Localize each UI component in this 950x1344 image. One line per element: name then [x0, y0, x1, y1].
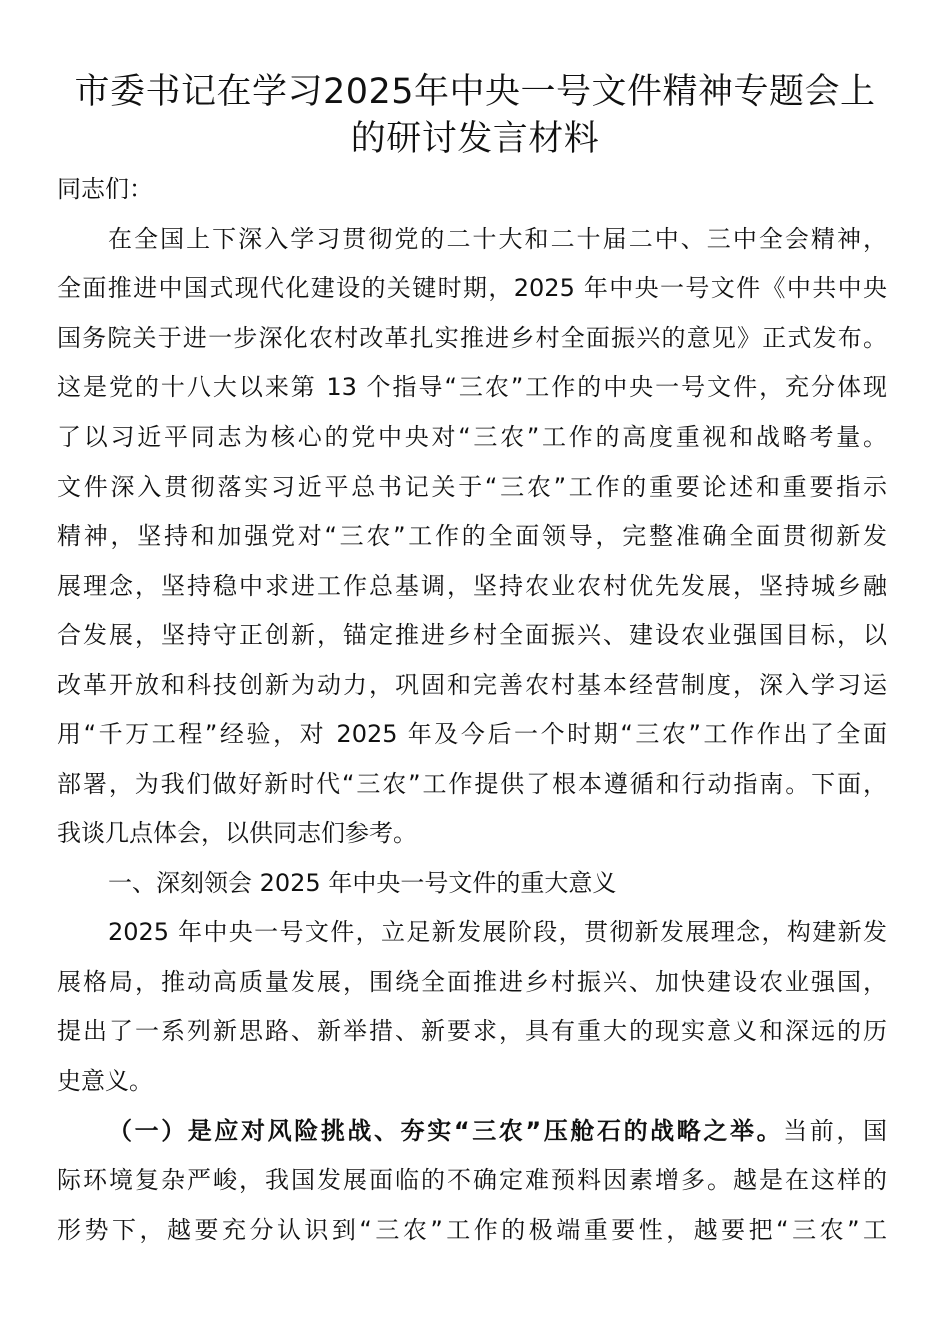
paragraph-line: 2025 年中央一号文件，立足新发展阶段，贯彻新发展理念，构建新发: [108, 918, 887, 946]
paragraph-line: 改革开放和科技创新为动力，巩固和完善农村基本经营制度，深入学习运: [57, 671, 887, 699]
paragraph-line: 我谈几点体会，以供同志们参考。: [57, 819, 417, 847]
paragraph-line: 史意义。: [57, 1067, 153, 1095]
paragraph-continuation: 当前，国: [783, 1117, 888, 1145]
paragraph-line: 文件深入贯彻落实习近平总书记关于“三农”工作的重要论述和重要指示: [57, 473, 887, 501]
paragraph-line: 合发展，坚持守正创新，锚定推进乡村全面振兴、建设农业强国目标，以: [57, 621, 887, 649]
paragraph-line: 用“千万工程”经验，对 2025 年及今后一个时期“三农”工作作出了全面: [57, 720, 887, 748]
section-heading: 一、深刻领会 2025 年中央一号文件的重大意义: [108, 869, 617, 897]
paragraph-line: 在全国上下深入学习贯彻党的二十大和二十届二中、三中全会精神，: [108, 225, 887, 253]
bold-lead-sentence: （一）是应对风险挑战、夯实“三农”压舱石的战略之举。: [108, 1117, 784, 1145]
paragraph-line: 形势下，越要充分认识到“三农”工作的极端重要性，越要把“三农”工: [57, 1216, 887, 1244]
paragraph-line: 部署，为我们做好新时代“三农”工作提供了根本遵循和行动指南。下面，: [57, 770, 887, 798]
paragraph-line: 这是党的十八大以来第 13 个指导“三农”工作的中央一号文件，充分体现: [57, 373, 887, 401]
paragraph-line: 精神，坚持和加强党对“三农”工作的全面领导，完整准确全面贯彻新发: [57, 522, 887, 550]
paragraph-line: 展理念，坚持稳中求进工作总基调，坚持农业农村优先发展，坚持城乡融: [57, 572, 887, 600]
paragraph-line: 际环境复杂严峻，我国发展面临的不确定难预料因素增多。越是在这样的: [57, 1166, 887, 1194]
salutation: 同志们：: [57, 175, 153, 203]
paragraph-line: 展格局，推动高质量发展，围绕全面推进乡村振兴、加快建设农业强国，: [57, 968, 887, 996]
document-title-line-2: 的研讨发言材料: [350, 119, 600, 159]
paragraph-line: 提出了一系列新思路、新举措、新要求，具有重大的现实意义和深远的历: [57, 1017, 887, 1045]
paragraph-line: 国务院关于进一步深化农村改革扎实推进乡村全面振兴的意见》正式发布。: [57, 324, 887, 352]
paragraph-line: 全面推进中国式现代化建设的关键时期，2025 年中央一号文件《中共中央: [57, 274, 887, 302]
paragraph-line-with-bold-lead: [108, 1116, 887, 1146]
document-title-line-1: 市委书记在学习2025年中央一号文件精神专题会上: [74, 72, 876, 112]
paragraph-line: 了以习近平同志为核心的党中央对“三农”工作的高度重视和战略考量。: [57, 423, 887, 451]
